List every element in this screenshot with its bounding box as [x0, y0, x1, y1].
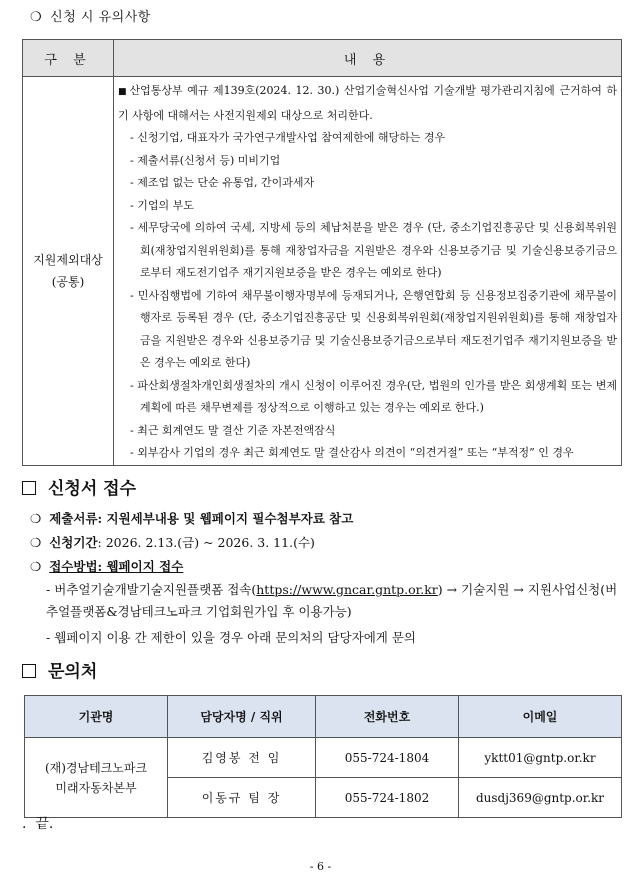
checkbox-square-icon — [22, 664, 36, 678]
header-content: 내 용 — [114, 40, 622, 77]
method-post: ) → 기술지원 → 지원사업신청(버추얼플랫폼&경남테크노파크 기업회원가입 후 이용가능) — [46, 582, 618, 619]
application-section-title — [22, 474, 136, 499]
circle-bullet-icon: ❍ — [30, 559, 42, 574]
platform-link[interactable]: https://www.gncar.gntp.or.kr — [256, 582, 438, 597]
contact-table — [24, 695, 622, 818]
documents-text: : 지원세부내용 및 웹페이지 필수첨부자료 참고 — [97, 511, 354, 526]
circle-bullet-icon: ❍ — [30, 10, 43, 25]
contact-title-text: 문의처 — [48, 662, 98, 682]
list-item: - 외부감사 기업의 경우 최근 회계연도 말 결산감사 의견이 “의견거절” 또는 “부적정” 인 경우 — [130, 446, 574, 459]
contact-name: 이동규 팀 장 — [168, 778, 316, 818]
list-item: - 민사집행법에 기하여 채무불이행자명부에 등재되거나, 은행연합회 등 신용정보집중기관에 채무불이행자로 등록된 경우 (단, 중소기업진흥공단 및 신용회복위원회(재창업지원위원회)를 통해 재창업자금을 지원받은 경우와 신용보증기금 및 기술신용보증기금으로부터 재도전기업주 재기지원보증을 받은 경우는 예외로 한다) — [130, 288, 617, 369]
square-bullet-icon: ■ — [118, 87, 128, 97]
method-description — [46, 579, 626, 623]
org-line1: (재)경남테크노파크 — [44, 760, 148, 775]
notice-table — [22, 39, 622, 466]
notice-table-row — [23, 77, 622, 466]
contact-phone: 055-724-1804 — [316, 738, 459, 778]
checkbox-square-icon — [22, 481, 36, 495]
method-item — [30, 557, 183, 575]
end-mark: . 끝. — [22, 816, 54, 832]
list-item: - 기업의 부도 — [130, 198, 194, 212]
contact-header-row — [25, 696, 622, 738]
category-line2: (공통) — [51, 274, 85, 289]
notice-heading-text: 신청 시 유의사항 — [50, 10, 151, 25]
documents-item — [30, 509, 353, 527]
table-row — [25, 738, 622, 778]
list-item: - 세무당국에 의하여 국세, 지방세 등의 체납처분을 받은 경우 (단, 중소기업진흥공단 및 신용회복위원회(재창업지원위원회)를 통해 재창업자금을 지원받은 경우와 신용보증기금 및 기술신용보증기금으로부터 재도전기업주 재기지원보증을 받은 경우는 예외로 한다) — [130, 221, 617, 279]
contact-name: 김영봉 전 임 — [168, 738, 316, 778]
circle-bullet-icon: ❍ — [30, 535, 42, 550]
list-item: - 제조업 없는 단순 유통업, 간이과세자 — [130, 176, 315, 189]
method-pre: - 버추얼기술개발기술지원플랫폼 접속( — [46, 582, 257, 597]
org-line2: 미래자동차본부 — [55, 780, 137, 795]
category-line1: 지원제외대상 — [33, 252, 103, 267]
page-number: - 6 - — [309, 860, 332, 873]
method-note: - 웹페이지 이용 간 제한이 있을 경우 아래 문의처의 담당자에게 문의 — [46, 630, 416, 645]
period-text: : 2026. 2.13.(금) ~ 2026. 3. 11.(수) — [97, 535, 315, 550]
list-item: - 신청기업, 대표자가 국가연구개발사업 참여제한에 해당하는 경우 — [130, 131, 446, 144]
application-title-text: 신청서 접수 — [48, 479, 137, 499]
header-category: 구 분 — [23, 40, 114, 77]
notice-heading — [30, 6, 151, 25]
header-phone: 전화번호 — [316, 696, 459, 738]
header-org: 기관명 — [25, 696, 168, 738]
method-text: 접수방법: 웹페이지 접수 — [49, 559, 184, 574]
contact-section-title — [22, 657, 97, 682]
circle-bullet-icon: ❍ — [30, 511, 42, 526]
period-label: 신청기간 — [49, 535, 98, 550]
contact-email[interactable]: yktt01@gntp.or.kr — [459, 738, 622, 778]
header-email: 이메일 — [459, 696, 622, 738]
contact-email[interactable]: dusdj369@gntp.or.kr — [459, 778, 622, 818]
header-name: 담당자명 / 직위 — [168, 696, 316, 738]
list-item: - 최근 회계연도 말 결산 기준 자본전액잠식 — [130, 423, 336, 437]
list-item: - 제출서류(신청서 등) 미비기업 — [130, 153, 281, 167]
period-item — [30, 533, 315, 551]
list-item: - 파산회생절차개인회생절차의 개시 신청이 이루어진 경우(단, 법원의 인가를 받은 회생계획 또는 변제계획에 따른 채무변제를 정상적으로 이행하고 있는 경우는 예외로 한다.) — [130, 378, 617, 414]
category-cell — [23, 77, 114, 466]
notice-table-header-row — [23, 40, 622, 77]
content-cell — [114, 77, 622, 466]
lead-text: 산업통상부 예규 제139호(2024. 12. 30.) 산업기술혁신사업 기술개발 평가관리지침에 근거하여 하기 사항에 대해서는 사전지원제외 대상으로 처리한다. — [118, 84, 617, 122]
documents-label: 제출서류 — [49, 511, 98, 526]
contact-phone: 055-724-1802 — [316, 778, 459, 818]
lead-paragraph — [118, 79, 617, 127]
org-cell — [25, 738, 168, 818]
